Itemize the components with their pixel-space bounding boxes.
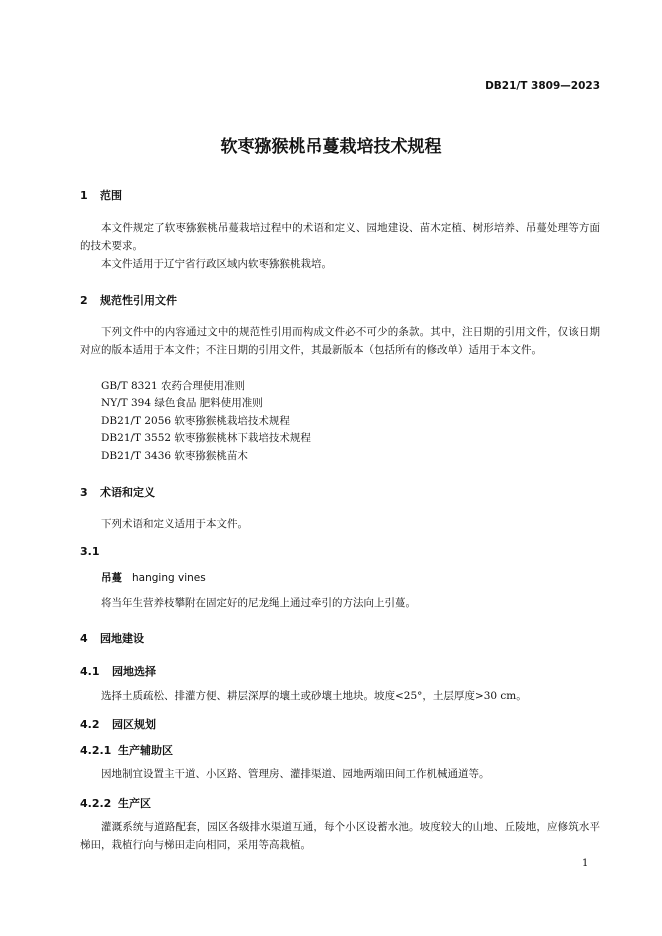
- section-1-paragraph-2: 本文件适用于辽宁省行政区域内软枣猕猴桃栽培。: [101, 258, 332, 270]
- section-1-heading: [80, 187, 122, 203]
- section-1-paragraph-1: 本文件规定了软枣猕猴桃吊蔓栽培过程中的术语和定义、园地建设、苗木定植、树形培养、吊蔓处理等方面的技术要求。: [80, 222, 600, 252]
- section-title: 园地建设: [100, 632, 144, 645]
- term-number: 3.1: [80, 545, 100, 558]
- term-definition: 将当年生营养枝攀附在固定好的尼龙绳上通过牵引的方法向上引蔓。: [101, 597, 416, 609]
- subsection-number: 4.2: [80, 718, 100, 731]
- subsection-4-2-1-heading: [80, 742, 173, 758]
- subsection-4-1-heading: [80, 663, 156, 679]
- page-number: 1: [582, 858, 589, 869]
- subsection-4-2-2-paragraph: 灌溉系统与道路配套，园区各级排水渠道互通，每个小区设蓄水池。坡度较大的山地、丘陵地，应修筑水平梯田，栽植行向与梯田走向相同，采用等高栽植。: [80, 821, 600, 851]
- section-number: 3: [80, 486, 88, 499]
- subsection-title: 园区规划: [112, 718, 156, 731]
- section-2-heading: [80, 292, 177, 308]
- subsection-number: 4.1: [80, 665, 100, 678]
- reference-item: DB21/T 3436 软枣猕猴桃苗木: [101, 450, 248, 462]
- section-3-heading: [80, 484, 155, 500]
- standard-code: DB21/T 3809—2023: [485, 80, 600, 92]
- term-chinese: 吊蔓: [101, 572, 122, 584]
- subsection-4-2-2-heading: [80, 795, 151, 811]
- section-2-paragraph-1: 下列文件中的内容通过文中的规范性引用而构成文件必不可少的条款。其中，注日期的引用文件，仅该日期对应的版本适用于本文件；不注日期的引用文件，其最新版本（包括所有的修改单）适用于本文件。: [80, 326, 600, 356]
- section-title: 范围: [100, 189, 122, 202]
- subsection-4-1-paragraph: 选择土质疏松、排灌方便、耕层深厚的壤土或砂壤土地块。坡度<25°，土层厚度>30 cm。: [101, 690, 527, 702]
- document-title: 软枣猕猴桃吊蔓栽培技术规程: [220, 137, 442, 157]
- section-number: 1: [80, 189, 88, 202]
- subsection-number: 4.2.1: [80, 744, 112, 757]
- term-entry: [101, 570, 206, 585]
- section-3-paragraph-1: 下列术语和定义适用于本文件。: [101, 518, 248, 530]
- section-number: 4: [80, 632, 88, 645]
- subsection-title: 园地选择: [112, 665, 156, 678]
- section-number: 2: [80, 294, 88, 307]
- section-title: 术语和定义: [100, 486, 155, 499]
- subsection-title: 生产辅助区: [118, 744, 173, 757]
- subsection-title: 生产区: [118, 797, 151, 810]
- subsection-4-2-heading: [80, 716, 156, 732]
- reference-item: GB/T 8321 农药合理使用准则: [101, 380, 246, 392]
- section-4-heading: [80, 630, 144, 646]
- section-title: 规范性引用文件: [100, 294, 177, 307]
- subsection-number: 4.2.2: [80, 797, 112, 810]
- reference-item: NY/T 394 绿色食品 肥料使用准则: [101, 397, 263, 409]
- reference-item: DB21/T 3552 软枣猕猴桃林下栽培技术规程: [101, 432, 311, 444]
- reference-item: DB21/T 2056 软枣猕猴桃栽培技术规程: [101, 415, 290, 427]
- term-english: hanging vines: [132, 572, 206, 584]
- subsection-4-2-1-paragraph: 因地制宜设置主干道、小区路、管理房、灌排渠道、园地两端田间工作机械通道等。: [101, 768, 490, 780]
